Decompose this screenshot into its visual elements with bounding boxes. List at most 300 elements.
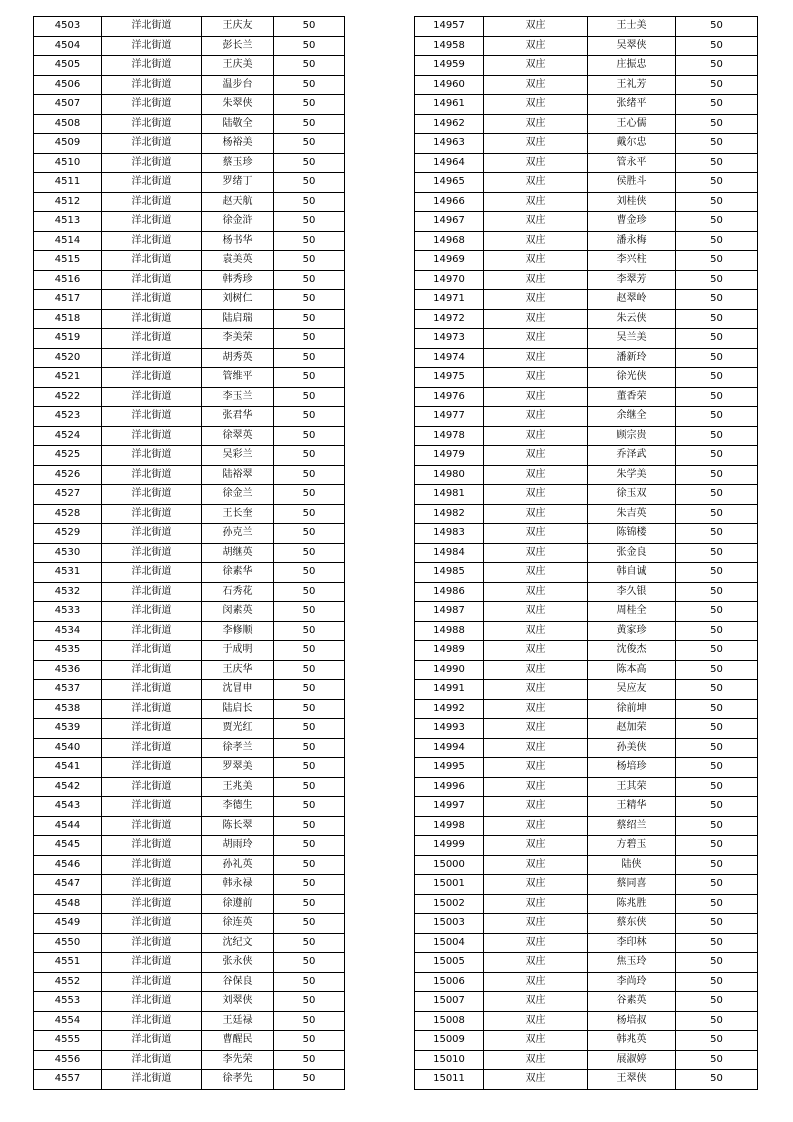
- cell-name: 蔡玉珍: [202, 153, 274, 173]
- cell-id: 14980: [415, 465, 484, 485]
- cell-amount: 50: [676, 134, 758, 154]
- cell-amount: 50: [676, 1011, 758, 1031]
- cell-name: 管永平: [588, 153, 676, 173]
- cell-name: 王其荣: [588, 777, 676, 797]
- cell-id: 4516: [34, 270, 102, 290]
- cell-district: 洋北街道: [102, 1031, 202, 1051]
- cell-amount: 50: [676, 894, 758, 914]
- table-row: [415, 1070, 758, 1090]
- cell-name: 杨书华: [202, 231, 274, 251]
- cell-district: 洋北街道: [102, 290, 202, 310]
- table-row: [415, 992, 758, 1012]
- table-row: [34, 407, 345, 427]
- cell-district: 双庄: [484, 56, 588, 76]
- table-row: [34, 758, 345, 778]
- cell-id: 4548: [34, 894, 102, 914]
- cell-district: 洋北街道: [102, 173, 202, 193]
- cell-district: 洋北街道: [102, 875, 202, 895]
- cell-name: 徐光侠: [588, 368, 676, 388]
- cell-amount: 50: [676, 290, 758, 310]
- cell-amount: 50: [274, 1050, 345, 1070]
- table-row: [415, 660, 758, 680]
- cell-name: 李久银: [588, 582, 676, 602]
- table-row: [34, 777, 345, 797]
- table-row: [415, 212, 758, 232]
- cell-district: 双庄: [484, 680, 588, 700]
- cell-id: 4554: [34, 1011, 102, 1031]
- cell-district: 洋北街道: [102, 504, 202, 524]
- cell-district: 双庄: [484, 387, 588, 407]
- cell-id: 14982: [415, 504, 484, 524]
- cell-id: 4517: [34, 290, 102, 310]
- cell-id: 14977: [415, 407, 484, 427]
- table-row: [415, 290, 758, 310]
- cell-name: 徐孝兰: [202, 738, 274, 758]
- cell-amount: 50: [274, 426, 345, 446]
- table-row: [415, 251, 758, 271]
- cell-amount: 50: [274, 290, 345, 310]
- cell-id: 15007: [415, 992, 484, 1012]
- cell-district: 洋北街道: [102, 309, 202, 329]
- table-row: [415, 387, 758, 407]
- cell-amount: 50: [676, 758, 758, 778]
- cell-id: 4546: [34, 855, 102, 875]
- cell-district: 双庄: [484, 777, 588, 797]
- cell-name: 赵加荣: [588, 719, 676, 739]
- cell-id: 14974: [415, 348, 484, 368]
- cell-id: 14978: [415, 426, 484, 446]
- cell-district: 双庄: [484, 563, 588, 583]
- cell-amount: 50: [274, 563, 345, 583]
- cell-district: 双庄: [484, 719, 588, 739]
- cell-id: 14963: [415, 134, 484, 154]
- table-row: [415, 329, 758, 349]
- cell-amount: 50: [676, 992, 758, 1012]
- table-row: [34, 719, 345, 739]
- cell-name: 孙美侠: [588, 738, 676, 758]
- cell-district: 双庄: [484, 231, 588, 251]
- table-row: [34, 972, 345, 992]
- cell-id: 4536: [34, 660, 102, 680]
- cell-amount: 50: [676, 348, 758, 368]
- cell-district: 双庄: [484, 465, 588, 485]
- cell-name: 潘新玲: [588, 348, 676, 368]
- table-row: [34, 290, 345, 310]
- cell-district: 双庄: [484, 426, 588, 446]
- cell-name: 李先荣: [202, 1050, 274, 1070]
- cell-district: 双庄: [484, 797, 588, 817]
- cell-name: 沈冒申: [202, 680, 274, 700]
- cell-id: 4556: [34, 1050, 102, 1070]
- cell-name: 刘翠侠: [202, 992, 274, 1012]
- cell-name: 陈本高: [588, 660, 676, 680]
- cell-amount: 50: [676, 75, 758, 95]
- cell-id: 14976: [415, 387, 484, 407]
- cell-name: 孙礼英: [202, 855, 274, 875]
- table-row: [415, 173, 758, 193]
- cell-name: 于成明: [202, 641, 274, 661]
- table-row: [34, 582, 345, 602]
- cell-id: 4529: [34, 524, 102, 544]
- cell-name: 徐孝先: [202, 1070, 274, 1090]
- cell-name: 李尚玲: [588, 972, 676, 992]
- cell-name: 刘树仁: [202, 290, 274, 310]
- table-row: [415, 738, 758, 758]
- cell-district: 洋北街道: [102, 777, 202, 797]
- table-row: [34, 563, 345, 583]
- cell-amount: 50: [676, 972, 758, 992]
- cell-id: 14968: [415, 231, 484, 251]
- cell-amount: 50: [274, 1070, 345, 1090]
- cell-district: 双庄: [484, 914, 588, 934]
- table-row: [34, 75, 345, 95]
- table-row: [415, 699, 758, 719]
- cell-district: 双庄: [484, 309, 588, 329]
- cell-amount: 50: [274, 855, 345, 875]
- table-row: [415, 563, 758, 583]
- cell-district: 双庄: [484, 933, 588, 953]
- cell-amount: 50: [676, 953, 758, 973]
- table-row: [34, 153, 345, 173]
- cell-amount: 50: [676, 719, 758, 739]
- cell-id: 14987: [415, 602, 484, 622]
- table-row: [34, 465, 345, 485]
- cell-district: 双庄: [484, 17, 588, 37]
- cell-district: 洋北街道: [102, 329, 202, 349]
- cell-district: 洋北街道: [102, 641, 202, 661]
- table-row: [34, 914, 345, 934]
- cell-district: 洋北街道: [102, 758, 202, 778]
- cell-name: 朱翠侠: [202, 95, 274, 115]
- table-row: [34, 192, 345, 212]
- cell-amount: 50: [676, 56, 758, 76]
- cell-amount: 50: [274, 153, 345, 173]
- cell-district: 双庄: [484, 816, 588, 836]
- cell-district: 洋北街道: [102, 953, 202, 973]
- cell-district: 洋北街道: [102, 855, 202, 875]
- cell-name: 王庆友: [202, 17, 274, 37]
- cell-name: 乔泽武: [588, 446, 676, 466]
- cell-amount: 50: [274, 348, 345, 368]
- cell-amount: 50: [274, 36, 345, 56]
- cell-amount: 50: [676, 1031, 758, 1051]
- cell-district: 双庄: [484, 173, 588, 193]
- cell-name: 胡继英: [202, 543, 274, 563]
- table-row: [34, 212, 345, 232]
- cell-district: 双庄: [484, 875, 588, 895]
- cell-name: 杨培叔: [588, 1011, 676, 1031]
- cell-amount: 50: [274, 309, 345, 329]
- table-row: [415, 1031, 758, 1051]
- cell-district: 双庄: [484, 212, 588, 232]
- cell-district: 洋北街道: [102, 797, 202, 817]
- cell-id: 14975: [415, 368, 484, 388]
- cell-district: 洋北街道: [102, 543, 202, 563]
- cell-name: 徐玉双: [588, 485, 676, 505]
- cell-name: 闵素英: [202, 602, 274, 622]
- cell-amount: 50: [676, 446, 758, 466]
- right-table: [414, 16, 758, 1090]
- cell-district: 洋北街道: [102, 426, 202, 446]
- cell-name: 张君华: [202, 407, 274, 427]
- cell-amount: 50: [274, 953, 345, 973]
- cell-amount: 50: [274, 933, 345, 953]
- cell-name: 李修顺: [202, 621, 274, 641]
- cell-name: 罗绪丁: [202, 173, 274, 193]
- cell-id: 4507: [34, 95, 102, 115]
- cell-district: 洋北街道: [102, 407, 202, 427]
- cell-name: 王兆美: [202, 777, 274, 797]
- cell-id: 4526: [34, 465, 102, 485]
- cell-name: 周桂全: [588, 602, 676, 622]
- cell-amount: 50: [676, 914, 758, 934]
- cell-amount: 50: [274, 17, 345, 37]
- cell-id: 4511: [34, 173, 102, 193]
- cell-district: 双庄: [484, 524, 588, 544]
- cell-id: 15010: [415, 1050, 484, 1070]
- cell-name: 陈长翠: [202, 816, 274, 836]
- cell-district: 洋北街道: [102, 582, 202, 602]
- cell-id: 14983: [415, 524, 484, 544]
- cell-id: 4553: [34, 992, 102, 1012]
- cell-amount: 50: [274, 836, 345, 856]
- cell-amount: 50: [676, 563, 758, 583]
- table-row: [34, 485, 345, 505]
- cell-amount: 50: [274, 485, 345, 505]
- table-row: [34, 368, 345, 388]
- cell-id: 14962: [415, 114, 484, 134]
- cell-amount: 50: [274, 251, 345, 271]
- cell-name: 赵天航: [202, 192, 274, 212]
- table-row: [415, 485, 758, 505]
- table-row: [415, 797, 758, 817]
- cell-name: 蔡绍兰: [588, 816, 676, 836]
- table-row: [34, 329, 345, 349]
- cell-district: 洋北街道: [102, 563, 202, 583]
- table-row: [34, 446, 345, 466]
- table-row: [34, 797, 345, 817]
- cell-name: 吴应友: [588, 680, 676, 700]
- cell-name: 王精华: [588, 797, 676, 817]
- cell-amount: 50: [676, 875, 758, 895]
- cell-id: 14986: [415, 582, 484, 602]
- cell-district: 洋北街道: [102, 56, 202, 76]
- table-row: [34, 1050, 345, 1070]
- cell-amount: 50: [274, 680, 345, 700]
- cell-district: 双庄: [484, 446, 588, 466]
- cell-id: 15008: [415, 1011, 484, 1031]
- cell-id: 14991: [415, 680, 484, 700]
- cell-id: 4551: [34, 953, 102, 973]
- cell-district: 双庄: [484, 758, 588, 778]
- cell-id: 4522: [34, 387, 102, 407]
- cell-name: 罗翠美: [202, 758, 274, 778]
- cell-name: 贾光红: [202, 719, 274, 739]
- cell-id: 15000: [415, 855, 484, 875]
- cell-district: 洋北街道: [102, 212, 202, 232]
- cell-name: 曹金珍: [588, 212, 676, 232]
- table-row: [34, 875, 345, 895]
- cell-id: 14998: [415, 816, 484, 836]
- table-row: [34, 426, 345, 446]
- cell-amount: 50: [274, 56, 345, 76]
- cell-district: 双庄: [484, 192, 588, 212]
- cell-id: 4523: [34, 407, 102, 427]
- cell-district: 双庄: [484, 855, 588, 875]
- cell-id: 4515: [34, 251, 102, 271]
- table-row: [415, 719, 758, 739]
- cell-amount: 50: [274, 797, 345, 817]
- cell-district: 洋北街道: [102, 738, 202, 758]
- cell-district: 双庄: [484, 1011, 588, 1031]
- cell-name: 庄振忠: [588, 56, 676, 76]
- table-row: [34, 621, 345, 641]
- cell-district: 洋北街道: [102, 894, 202, 914]
- cell-district: 洋北街道: [102, 368, 202, 388]
- cell-id: 4508: [34, 114, 102, 134]
- cell-amount: 50: [676, 543, 758, 563]
- cell-id: 14997: [415, 797, 484, 817]
- cell-district: 双庄: [484, 251, 588, 271]
- cell-district: 双庄: [484, 134, 588, 154]
- table-row: [415, 426, 758, 446]
- cell-id: 4540: [34, 738, 102, 758]
- cell-name: 韩秀珍: [202, 270, 274, 290]
- cell-amount: 50: [676, 153, 758, 173]
- cell-name: 王心儒: [588, 114, 676, 134]
- table-row: [415, 1050, 758, 1070]
- cell-name: 胡雨玲: [202, 836, 274, 856]
- cell-amount: 50: [676, 173, 758, 193]
- cell-name: 黄家珍: [588, 621, 676, 641]
- cell-id: 4533: [34, 602, 102, 622]
- cell-amount: 50: [676, 426, 758, 446]
- cell-amount: 50: [676, 329, 758, 349]
- cell-amount: 50: [274, 719, 345, 739]
- cell-id: 4531: [34, 563, 102, 583]
- table-row: [34, 543, 345, 563]
- cell-id: 15002: [415, 894, 484, 914]
- cell-district: 双庄: [484, 153, 588, 173]
- cell-id: 4550: [34, 933, 102, 953]
- cell-name: 韩永禄: [202, 875, 274, 895]
- cell-id: 4506: [34, 75, 102, 95]
- table-row: [415, 953, 758, 973]
- table-row: [415, 309, 758, 329]
- cell-district: 洋北街道: [102, 816, 202, 836]
- cell-district: 双庄: [484, 114, 588, 134]
- cell-name: 王翠侠: [588, 1070, 676, 1090]
- left-table: [33, 16, 345, 1090]
- cell-district: 双庄: [484, 738, 588, 758]
- cell-district: 洋北街道: [102, 524, 202, 544]
- cell-name: 陆侠: [588, 855, 676, 875]
- cell-amount: 50: [676, 797, 758, 817]
- cell-amount: 50: [274, 95, 345, 115]
- table-row: [415, 602, 758, 622]
- cell-amount: 50: [676, 36, 758, 56]
- table-row: [34, 816, 345, 836]
- cell-amount: 50: [274, 894, 345, 914]
- cell-district: 洋北街道: [102, 251, 202, 271]
- table-row: [415, 894, 758, 914]
- cell-amount: 50: [676, 621, 758, 641]
- cell-district: 双庄: [484, 894, 588, 914]
- cell-id: 4510: [34, 153, 102, 173]
- cell-name: 张金良: [588, 543, 676, 563]
- table-row: [415, 816, 758, 836]
- table-row: [34, 953, 345, 973]
- cell-name: 潘永梅: [588, 231, 676, 251]
- cell-amount: 50: [274, 270, 345, 290]
- cell-id: 4513: [34, 212, 102, 232]
- cell-district: 双庄: [484, 972, 588, 992]
- cell-id: 4519: [34, 329, 102, 349]
- cell-id: 14961: [415, 95, 484, 115]
- table-row: [34, 17, 345, 37]
- cell-name: 张永侠: [202, 953, 274, 973]
- cell-id: 4509: [34, 134, 102, 154]
- cell-district: 洋北街道: [102, 719, 202, 739]
- cell-amount: 50: [676, 192, 758, 212]
- cell-district: 洋北街道: [102, 134, 202, 154]
- cell-name: 王庆华: [202, 660, 274, 680]
- table-row: [34, 114, 345, 134]
- cell-district: 双庄: [484, 36, 588, 56]
- cell-id: 4514: [34, 231, 102, 251]
- cell-name: 韩自诚: [588, 563, 676, 583]
- cell-id: 4521: [34, 368, 102, 388]
- cell-name: 温步台: [202, 75, 274, 95]
- cell-amount: 50: [274, 173, 345, 193]
- cell-amount: 50: [274, 758, 345, 778]
- cell-district: 洋北街道: [102, 914, 202, 934]
- cell-id: 15005: [415, 953, 484, 973]
- cell-district: 洋北街道: [102, 17, 202, 37]
- cell-name: 谷保良: [202, 972, 274, 992]
- cell-district: 洋北街道: [102, 992, 202, 1012]
- table-row: [34, 1031, 345, 1051]
- cell-name: 李翠芳: [588, 270, 676, 290]
- cell-name: 陆启长: [202, 699, 274, 719]
- table-row: [415, 114, 758, 134]
- cell-name: 展淑婷: [588, 1050, 676, 1070]
- cell-id: 4539: [34, 719, 102, 739]
- cell-id: 14996: [415, 777, 484, 797]
- cell-name: 陆敬全: [202, 114, 274, 134]
- table-row: [34, 855, 345, 875]
- cell-district: 洋北街道: [102, 446, 202, 466]
- cell-id: 15009: [415, 1031, 484, 1051]
- cell-name: 王长奎: [202, 504, 274, 524]
- cell-id: 14964: [415, 153, 484, 173]
- cell-id: 14999: [415, 836, 484, 856]
- cell-amount: 50: [274, 446, 345, 466]
- cell-district: 洋北街道: [102, 1011, 202, 1031]
- cell-name: 王礼芳: [588, 75, 676, 95]
- cell-id: 4532: [34, 582, 102, 602]
- cell-district: 洋北街道: [102, 602, 202, 622]
- cell-district: 洋北街道: [102, 231, 202, 251]
- cell-amount: 50: [274, 914, 345, 934]
- cell-name: 李德生: [202, 797, 274, 817]
- cell-district: 洋北街道: [102, 387, 202, 407]
- table-row: [415, 153, 758, 173]
- cell-name: 徐金浒: [202, 212, 274, 232]
- table-row: [415, 543, 758, 563]
- cell-id: 14966: [415, 192, 484, 212]
- cell-district: 洋北街道: [102, 270, 202, 290]
